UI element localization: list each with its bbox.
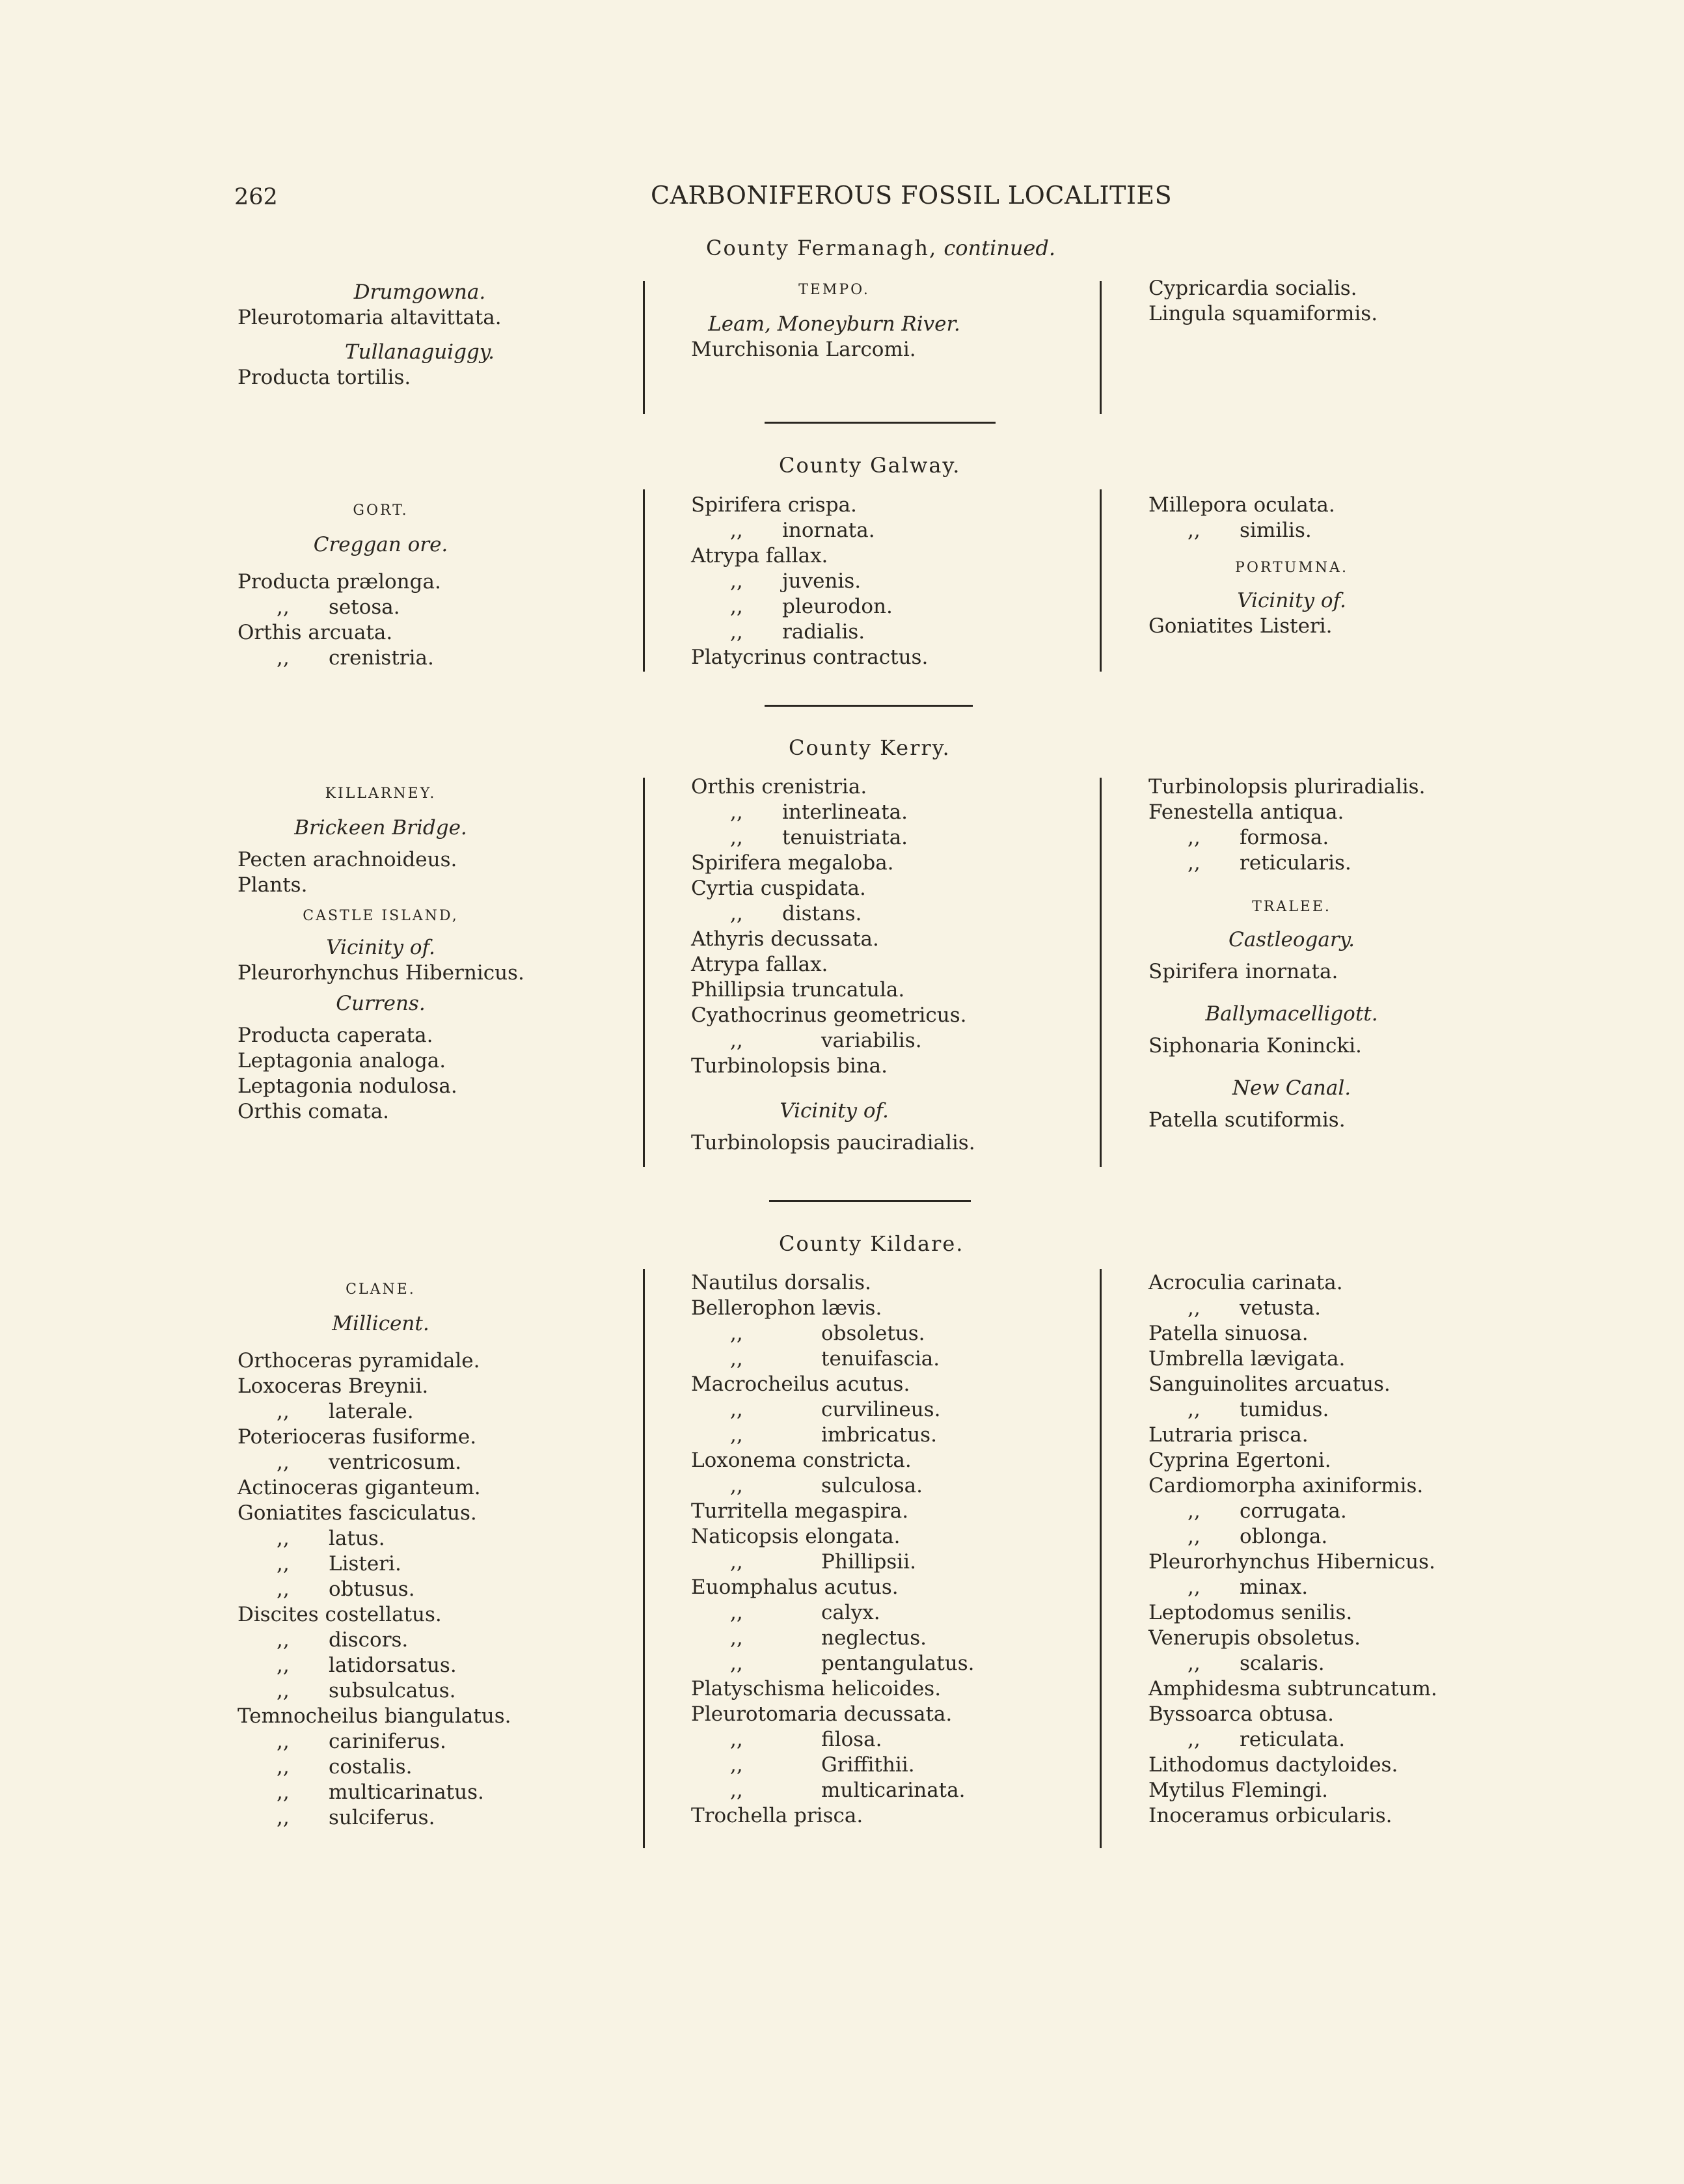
species: Lithodomus dactyloides. [1148, 1753, 1398, 1777]
species: Macrocheilus acutus. [691, 1372, 910, 1396]
column-rule [643, 778, 645, 1167]
species: Nautilus dorsalis. [691, 1271, 871, 1294]
species: Orthoceras pyramidale. [238, 1349, 480, 1372]
species: Platyschisma helicoides. [691, 1677, 942, 1700]
species-ditto: ,, scalaris. [1188, 1652, 1325, 1675]
locality: Millicent. [332, 1312, 429, 1335]
kerry-col-1 [238, 781, 628, 1125]
species-ditto: ,, obsoletus. [730, 1322, 925, 1345]
kildare-col-2 [691, 1270, 1081, 1829]
column-rule [1100, 281, 1102, 414]
column-rule [1100, 778, 1102, 1167]
locality: Vicinity of. [1237, 589, 1346, 612]
species-ditto: ,, radialis. [730, 620, 865, 644]
column-rule [1100, 1269, 1102, 1848]
species: Siphonaria Konincki. [1148, 1034, 1362, 1058]
species: Pleurorhynchus Hibernicus. [238, 961, 524, 985]
county-heading-kildare [779, 1231, 964, 1256]
species: Goniatites fasciculatus. [238, 1501, 477, 1525]
species-ditto: ,, filosa. [730, 1728, 882, 1751]
species: Lingula squamiformis. [1148, 302, 1378, 325]
species: Cyprina Egertoni. [1148, 1449, 1331, 1472]
species: Loxoceras Breynii. [238, 1374, 429, 1398]
species-ditto: ,, tenuistriata. [730, 826, 908, 849]
county-name: County Kildare. [779, 1231, 964, 1256]
species-ditto: ,, neglectus. [730, 1626, 927, 1650]
locality: Creggan ore. [313, 533, 448, 556]
species-ditto: ,, crenistria. [277, 646, 434, 670]
species: Fenestella antiqua. [1148, 800, 1344, 824]
running-title: CARBONIFEROUS FOSSIL LOCALITIES [651, 181, 1173, 210]
species: Millepora oculata. [1148, 493, 1335, 517]
species-ditto: ,, similis. [1188, 519, 1312, 542]
page-number: 262 [234, 184, 278, 210]
section-divider [765, 705, 973, 707]
column-rule [1100, 489, 1102, 672]
species-ditto: ,, oblonga. [1188, 1525, 1328, 1548]
species: Byssoarca obtusa. [1148, 1702, 1334, 1726]
locality: Ballymacelligott. [1205, 1002, 1378, 1026]
species-ditto: ,, laterale. [277, 1400, 414, 1423]
species: Athyris decussata. [691, 927, 879, 951]
species: Actinoceras giganteum. [238, 1476, 481, 1499]
district: PORTUMNA. [1235, 560, 1348, 576]
species-ditto: ,, corrugata. [1188, 1499, 1347, 1523]
district: GORT. [353, 502, 409, 519]
locality: Leam, Moneyburn River. [708, 312, 960, 336]
galway-col-1 [238, 498, 628, 671]
species-list [238, 1348, 628, 1831]
species-ditto: ,, sulculosa. [730, 1474, 923, 1497]
county-name: County Galway. [779, 453, 961, 478]
locality: Tullanaguiggy. [344, 340, 495, 364]
species: Murchisonia Larcomi. [691, 338, 916, 361]
county-heading-galway [779, 453, 960, 478]
section-divider [769, 1200, 971, 1202]
species: Turbinolopsis pauciradialis. [691, 1131, 975, 1154]
species: Producta prælonga. [238, 570, 441, 594]
species: Pleurotomaria decussata. [691, 1702, 953, 1726]
species: Bellerophon lævis. [691, 1296, 882, 1320]
species: Leptagonia nodulosa. [238, 1074, 457, 1098]
species-list [1148, 1270, 1539, 1829]
kildare-col-1 [238, 1277, 628, 1831]
locality: Brickeen Bridge. [294, 816, 467, 839]
county-heading-fermanagh [706, 236, 1055, 260]
species: Atrypa fallax. [691, 953, 828, 976]
species: Trochella prisca. [691, 1804, 863, 1827]
species: Orthis crenistria. [691, 775, 867, 799]
species-ditto: ,, tenuifascia. [730, 1347, 940, 1371]
county-heading-kerry [789, 735, 951, 760]
species-ditto: ,, tumidus. [1188, 1398, 1329, 1421]
species: Orthis comata. [238, 1100, 390, 1123]
species: Cypricardia socialis. [1148, 277, 1357, 300]
species: Patella scutiformis. [1148, 1108, 1346, 1132]
fermanagh-col-1 [238, 280, 628, 390]
species: Temnocheilus biangulatus. [238, 1704, 511, 1728]
species: Plants. [238, 873, 308, 897]
species: Leptagonia analoga. [238, 1049, 446, 1072]
species: Atrypa fallax. [691, 544, 828, 567]
district: TEMPO. [798, 282, 870, 298]
species-ditto: ,, latus. [277, 1527, 385, 1550]
species: Orthis arcuata. [238, 621, 393, 644]
column-rule [643, 281, 645, 414]
species: Producta caperata. [238, 1024, 433, 1047]
species: Poterioceras fusiforme. [238, 1425, 477, 1449]
species-ditto: ,, interlineata. [730, 800, 908, 824]
species-ditto: ,, curvilineus. [730, 1398, 941, 1421]
district: TRALEE. [1252, 899, 1331, 915]
species: Mytilus Flemingi. [1148, 1779, 1328, 1802]
species-ditto: ,, reticularis. [1188, 851, 1351, 875]
species-ditto: ,, ventricosum. [277, 1451, 462, 1474]
species: Goniatites Listeri. [1148, 614, 1333, 638]
species: Venerupis obsoletus. [1148, 1626, 1361, 1650]
species-ditto: ,, pentangulatus. [730, 1652, 975, 1675]
species: Spirifera megaloba. [691, 851, 894, 875]
species: Phillipsia truncatula. [691, 978, 905, 1002]
section-divider [765, 422, 996, 424]
species: Platycrinus contractus. [691, 646, 929, 669]
continued-label: continued. [937, 236, 1056, 260]
species-ditto: ,, sulciferus. [277, 1806, 435, 1829]
species: Cyrtia cuspidata. [691, 877, 866, 900]
species-ditto: ,, formosa. [1188, 826, 1329, 849]
species-ditto: ,, imbricatus. [730, 1423, 937, 1447]
species: Amphidesma subtruncatum. [1148, 1677, 1437, 1700]
species-ditto: ,, subsulcatus. [277, 1679, 456, 1702]
species: Turbinolopsis bina. [691, 1054, 888, 1078]
species: Cardiomorpha axiniformis. [1148, 1474, 1424, 1497]
locality: Vicinity of. [326, 936, 435, 959]
column-rule [643, 489, 645, 672]
species: Pleurorhynchus Hibernicus. [1148, 1550, 1435, 1574]
species-ditto: ,, reticulata. [1188, 1728, 1346, 1751]
species-ditto: ,, juvenis. [730, 569, 862, 593]
locality: Castleogary. [1229, 928, 1355, 951]
species-ditto: ,, pleurodon. [730, 595, 893, 618]
kerry-col-3 [1148, 774, 1539, 1133]
county-name: County Fermanagh, [706, 236, 938, 260]
species-ditto: ,, minax. [1188, 1576, 1309, 1599]
species-ditto: ,, multicarinatus. [277, 1781, 484, 1804]
species: Umbrella lævigata. [1148, 1347, 1346, 1371]
species: Inoceramus orbicularis. [1148, 1804, 1392, 1827]
species-ditto: ,, Griffithii. [730, 1753, 915, 1777]
species-ditto: ,, setosa. [277, 595, 400, 619]
species: Acroculia carinata. [1148, 1271, 1343, 1294]
species: Euomphalus acutus. [691, 1576, 899, 1599]
species-list [691, 1270, 1081, 1829]
locality: Vicinity of. [780, 1099, 889, 1123]
galway-col-2 [691, 493, 1081, 670]
species-ditto: ,, vetusta. [1188, 1296, 1321, 1320]
district: CLANE. [346, 1281, 416, 1298]
kildare-col-3 [1148, 1270, 1539, 1829]
county-name: County Kerry. [789, 735, 951, 760]
fermanagh-col-3 [1148, 276, 1539, 327]
species-ditto: ,, costalis. [277, 1755, 413, 1779]
locality: Currens. [336, 992, 426, 1015]
species: Producta tortilis. [238, 366, 411, 389]
species-ditto: ,, calyx. [730, 1601, 880, 1624]
species: Spirifera crispa. [691, 493, 857, 517]
species-ditto: ,, distans. [730, 902, 862, 925]
species: Loxonema constricta. [691, 1449, 912, 1472]
species-ditto: ,, inornata. [730, 519, 875, 542]
species: Discites costellatus. [238, 1603, 442, 1626]
species-ditto: ,, Listeri. [277, 1552, 401, 1576]
species: Cyathocrinus geometricus. [691, 1003, 967, 1027]
species: Turbinolopsis pluriradialis. [1148, 775, 1426, 799]
district: KILLARNEY. [325, 785, 437, 802]
species-ditto: ,, obtusus. [277, 1577, 415, 1601]
species: Turritella megaspira. [691, 1499, 909, 1523]
species: Patella sinuosa. [1148, 1322, 1309, 1345]
species-ditto: ,, Phillipsii. [730, 1550, 916, 1574]
galway-col-3 [1148, 493, 1539, 639]
kerry-col-2 [691, 774, 1081, 1156]
species: Pleurotomaria altavittata. [238, 306, 502, 329]
species: Pecten arachnoideus. [238, 848, 457, 871]
species: Naticopsis elongata. [691, 1525, 901, 1548]
species: Lutraria prisca. [1148, 1423, 1309, 1447]
species-ditto: ,, variabilis. [730, 1029, 922, 1052]
species-ditto: ,, discors. [277, 1628, 409, 1652]
fermanagh-col-2 [691, 277, 1081, 362]
species: Spirifera inornata. [1148, 960, 1338, 983]
species-ditto: ,, cariniferus. [277, 1730, 446, 1753]
species: Sanguinolites arcuatus. [1148, 1372, 1391, 1396]
locality: Drumgowna. [353, 280, 486, 304]
locality: New Canal. [1232, 1076, 1351, 1100]
district: CASTLE ISLAND, [303, 908, 459, 924]
species: Leptodomus senilis. [1148, 1601, 1353, 1624]
column-rule [643, 1269, 645, 1848]
species-ditto: ,, multicarinata. [730, 1779, 966, 1802]
species-ditto: ,, latidorsatus. [277, 1654, 457, 1677]
